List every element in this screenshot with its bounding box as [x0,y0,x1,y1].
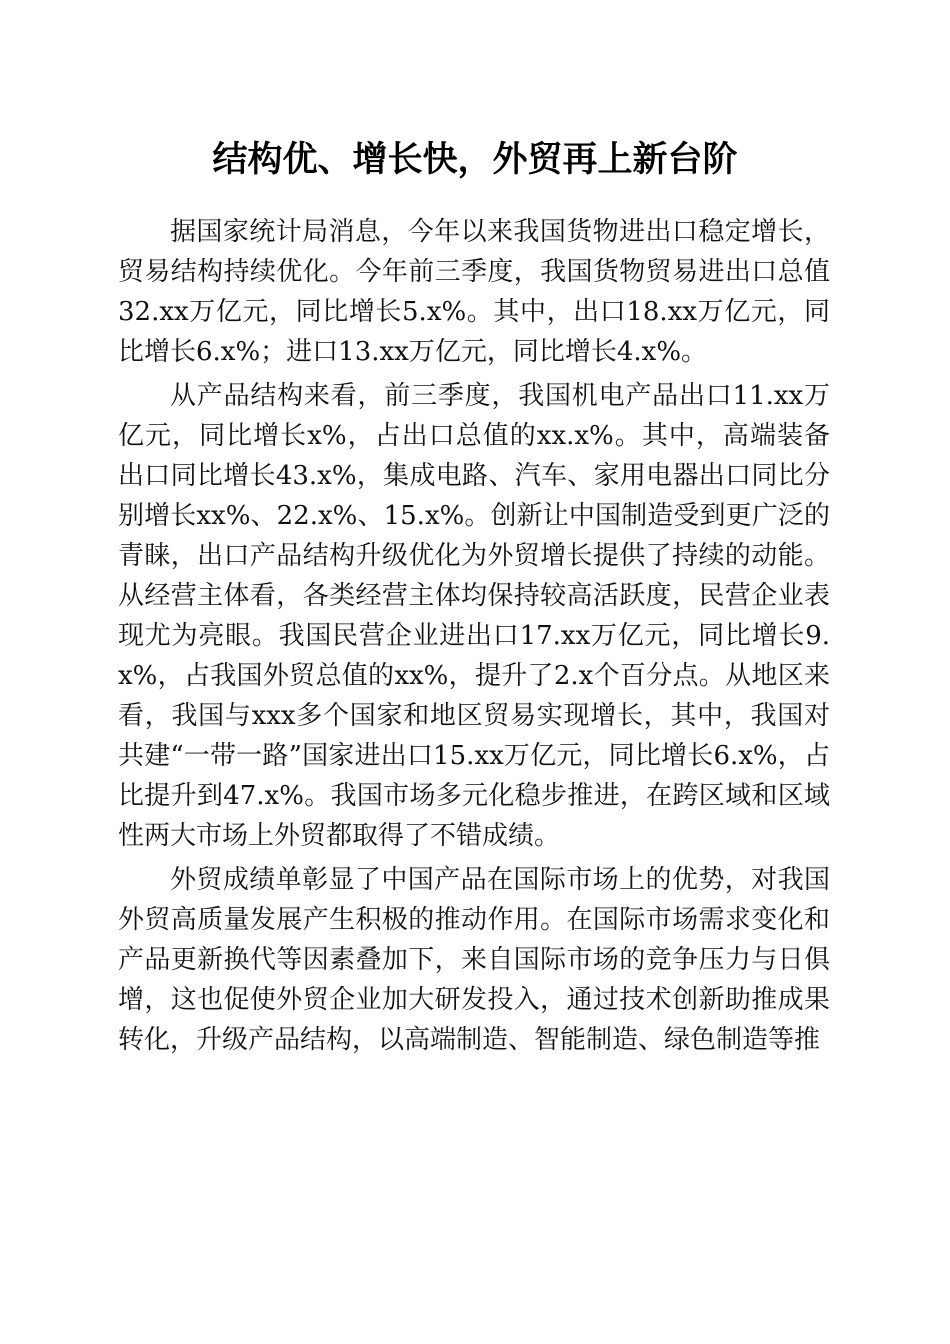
paragraph-market-advantage: 外贸成绩单彰显了中国产品在国际市场上的优势，对我国外贸高质量发展产生积极的推动作用。在国际市场需求变化和产品更新换代等因素叠加下，来自国际市场的竞争压力与日俱增，这也促使外贸企业加大研发投入，通过技术创新助推成果转化，升级产品结构，以高端制造、智能制造、绿色制造等推 [118,865,830,1055]
paragraph-product-structure: 从产品结构来看，前三季度，我国机电产品出口11.xx万亿元，同比增长x%，占出口总值的xx.x%。其中，高端装备出口同比增长43.x%，集成电路、汽车、家用电器出口同比分别增长xx%、22.x%、15.x%。创新让中国制造受到更广泛的青睐，出口产品结构升级优化为外贸增长提供了持续的动能。从经营主体看，各类经营主体均保持较高活跃度，民营企业表现尤为亮眼。我国民营企业进出口17.xx万亿元，同比增长9.x%，占我国外贸总值的xx%，提升了2.x个百分点。从地区来看，我国与xxx多个国家和地区贸易实现增长，其中，我国对共建“一带一路”国家进出口15.xx万亿元，同比增长6.x%，占比提升到47.x%。我国市场多元化稳步推进，在跨区域和区域性两大市场上外贸都取得了不错成绩。 [118,381,830,851]
document-body [118,212,830,1064]
document-title: 结构优、增长快，外贸再上新台阶 [212,139,738,180]
paragraph-trade-overview: 据国家统计局消息，今年以来我国货物进出口稳定增长，贸易结构持续优化。今年前三季度，我国货物贸易进出口总值32.xx万亿元，同比增长5.x%。其中，出口18.xx万亿元，同比增长6.x%；进口13.xx万亿元，同比增长4.x%。 [118,217,830,367]
